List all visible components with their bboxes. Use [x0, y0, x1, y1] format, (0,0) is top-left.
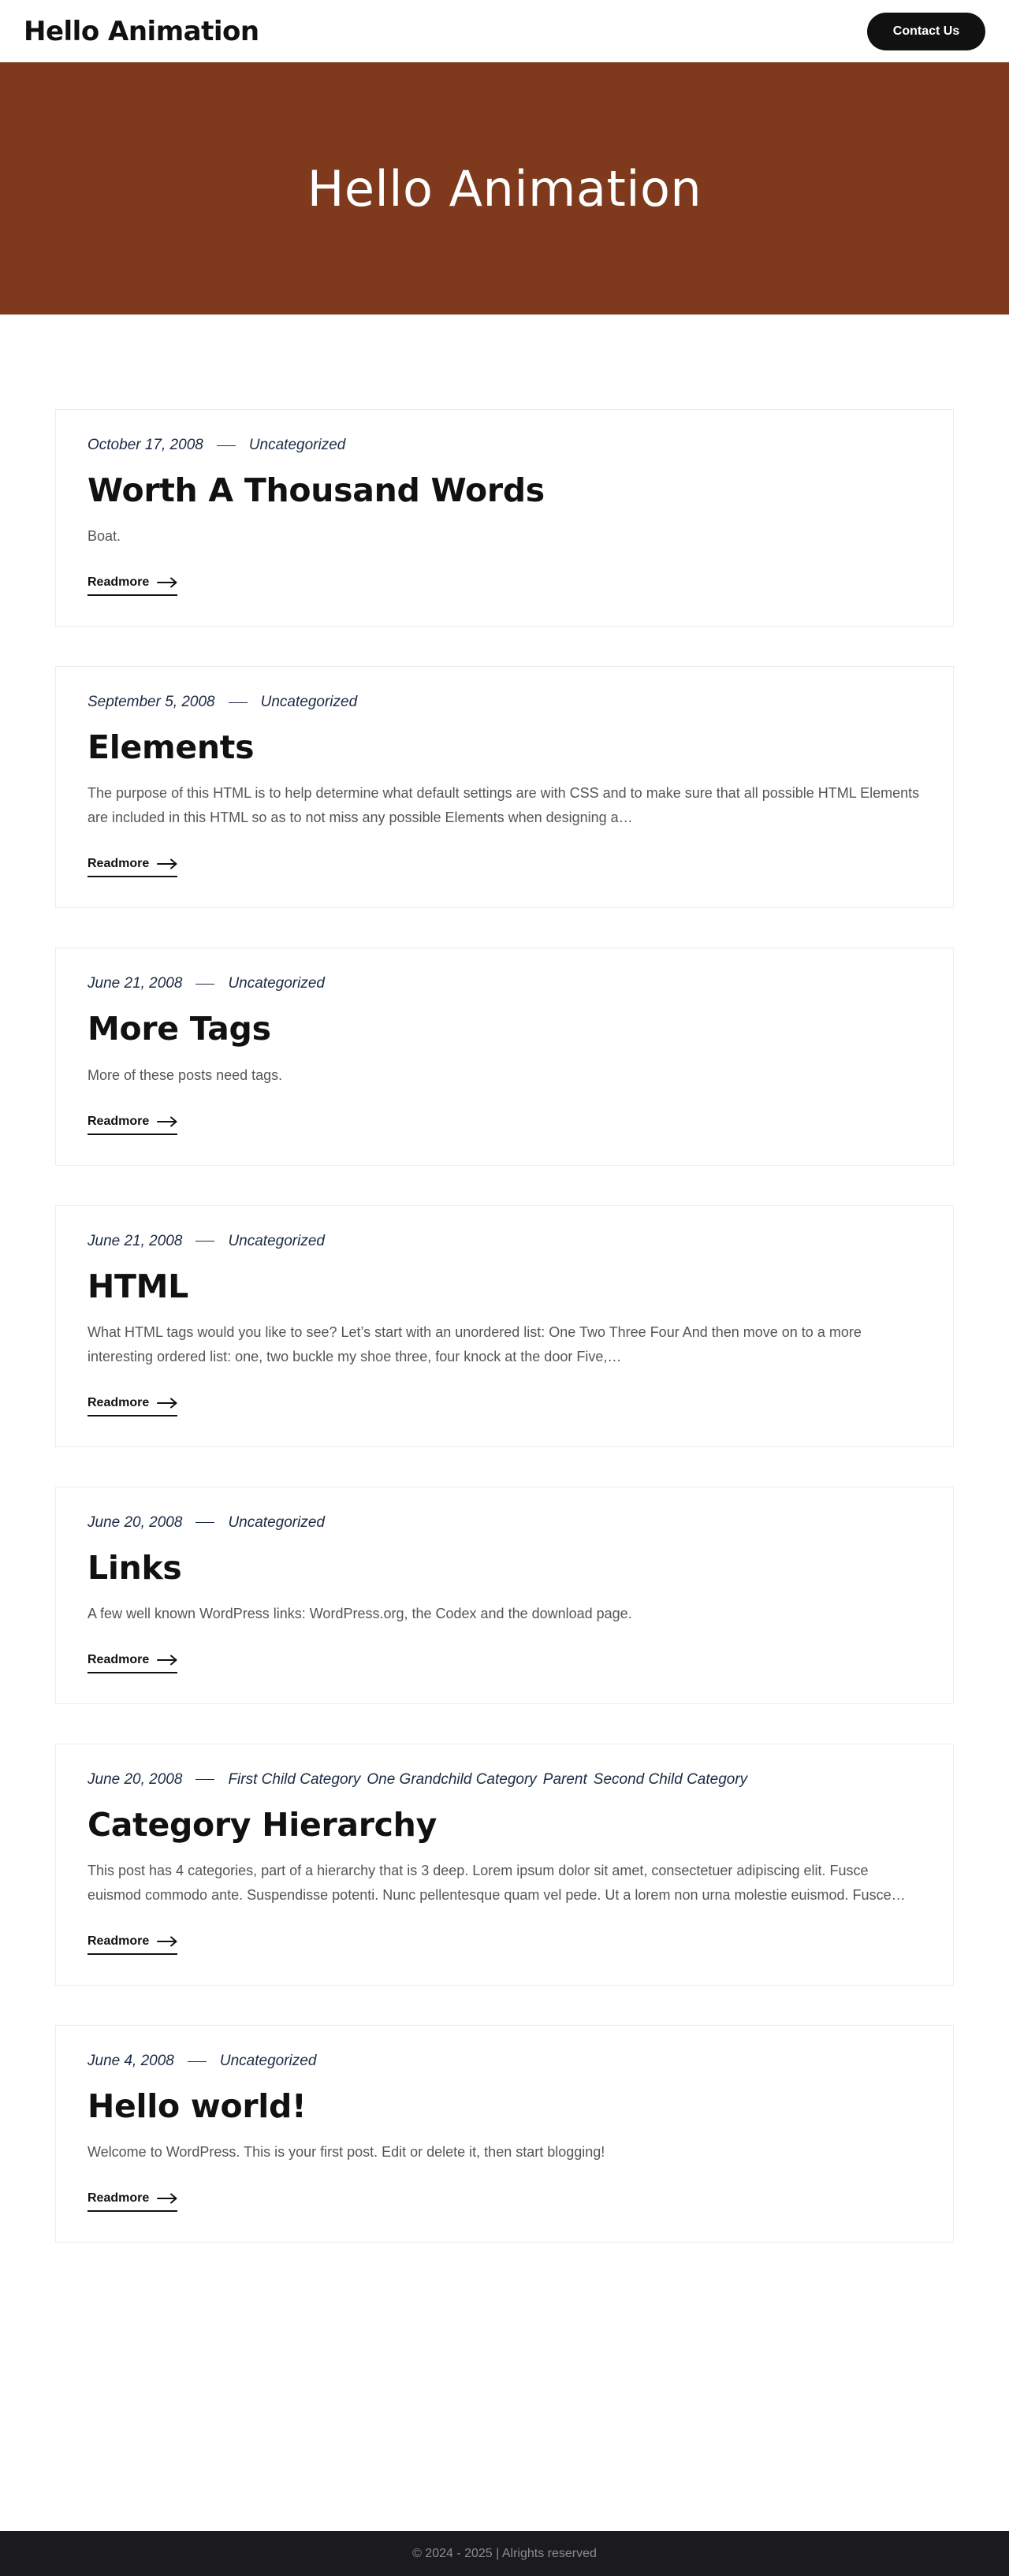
post-card: [55, 1744, 954, 1986]
arrow-right-icon: [157, 1655, 177, 1666]
post-category-link[interactable]: Second Child Category: [593, 1770, 748, 1788]
post-meta: [87, 2053, 922, 2070]
post-title[interactable]: Elements: [87, 728, 255, 767]
readmore-label: Readmore: [87, 575, 150, 590]
post-category-link[interactable]: Uncategorized: [228, 1513, 325, 1531]
post-excerpt: More of these posts need tags.: [87, 1067, 283, 1083]
readmore-label: Readmore: [87, 1934, 150, 1949]
readmore-label: Readmore: [87, 2191, 150, 2206]
post-meta: [87, 1514, 922, 1532]
post-card: [55, 2025, 954, 2243]
post-excerpt: Welcome to WordPress. This is your first post. Edit or delete it, then start blogging!: [87, 2144, 605, 2161]
readmore-label: Readmore: [87, 1114, 150, 1128]
post-meta: [87, 437, 922, 454]
readmore-link[interactable]: [87, 575, 177, 596]
post-excerpt: A few well known WordPress links: WordPress.org, the Codex and the download page.: [87, 1605, 632, 1621]
post-list: [0, 315, 1009, 2243]
post-excerpt: This post has 4 categories, part of a hierarchy that is 3 deep. Lorem ipsum dolor sit amet, consectetuer adipiscing elit. Fusce euismod commodo ante. Suspendisse potenti. Nunc pellentesque quam vel pede. Ut a lorem non urna molestie euismod. Fusce…: [87, 1863, 906, 1904]
post-meta: [87, 1233, 922, 1250]
post-category-link[interactable]: Parent: [542, 1770, 587, 1788]
arrow-right-icon: [157, 858, 177, 869]
arrow-right-icon: [157, 1398, 177, 1409]
readmore-link[interactable]: [87, 1653, 177, 1673]
readmore-link[interactable]: [87, 1396, 177, 1416]
post-card: [55, 666, 954, 908]
post-excerpt: What HTML tags would you like to see? Let’s start with an unordered list: One Two Three Four And then move on to a more interesting ordered list: one, two buckle my shoe three, four knock at the door Five,…: [87, 1323, 862, 1364]
site-title[interactable]: Hello Animation: [24, 15, 259, 47]
meta-separator: [217, 445, 236, 446]
meta-separator: [188, 2061, 207, 2062]
arrow-right-icon: [157, 1936, 177, 1947]
meta-separator: [195, 1779, 214, 1780]
post-title[interactable]: More Tags: [87, 1010, 271, 1048]
site-header: [0, 0, 1009, 62]
post-meta: [87, 975, 922, 992]
readmore-link[interactable]: [87, 857, 177, 877]
post-date[interactable]: June 21, 2008: [87, 1232, 183, 1249]
post-excerpt: Boat.: [87, 528, 121, 545]
post-date[interactable]: June 20, 2008: [87, 1513, 183, 1531]
post-date[interactable]: June 4, 2008: [87, 2053, 174, 2070]
post-category-link[interactable]: First Child Category: [228, 1770, 361, 1788]
post-category-link[interactable]: Uncategorized: [260, 694, 358, 711]
post-card: [55, 947, 954, 1165]
meta-separator: [229, 702, 248, 703]
readmore-label: Readmore: [87, 857, 150, 871]
readmore-link[interactable]: [87, 2191, 177, 2212]
hero-banner: [0, 62, 1009, 315]
post-category-link[interactable]: Uncategorized: [248, 437, 346, 453]
contact-us-button[interactable]: Contact Us: [867, 13, 985, 50]
post-date[interactable]: June 20, 2008: [87, 1770, 183, 1788]
post-category-link[interactable]: One Grandchild Category: [367, 1770, 537, 1788]
post-date[interactable]: June 21, 2008: [87, 975, 183, 992]
post-date[interactable]: October 17, 2008: [87, 437, 203, 453]
post-card: [55, 1205, 954, 1447]
copyright-text: © 2024 - 2025 | Alrights reserved: [412, 2546, 597, 2560]
post-excerpt: The purpose of this HTML is to help determine what default settings are with CSS and to make sure that all possible HTML Elements are included in this HTML so as to not miss any possible Elements when designing a…: [87, 785, 920, 826]
readmore-link[interactable]: [87, 1934, 177, 1955]
post-title[interactable]: Category Hierarchy: [87, 1805, 437, 1844]
readmore-label: Readmore: [87, 1652, 150, 1666]
site-footer: [0, 2531, 1009, 2576]
post-card: [55, 1487, 954, 1704]
post-card: [55, 409, 954, 627]
readmore-link[interactable]: [87, 1115, 177, 1135]
meta-separator: [195, 1522, 214, 1523]
post-category-link[interactable]: Uncategorized: [219, 2053, 317, 2070]
meta-separator: [195, 984, 214, 985]
post-title[interactable]: Worth A Thousand Words: [87, 471, 545, 509]
post-meta: [87, 1771, 922, 1789]
post-title[interactable]: Hello world!: [87, 2087, 307, 2126]
arrow-right-icon: [157, 2193, 177, 2204]
readmore-label: Readmore: [87, 1395, 150, 1409]
post-category-link[interactable]: Uncategorized: [228, 975, 325, 992]
post-title[interactable]: Links: [87, 1548, 182, 1587]
post-category-link[interactable]: Uncategorized: [228, 1232, 325, 1249]
post-meta: [87, 694, 922, 711]
arrow-right-icon: [157, 1116, 177, 1127]
post-date[interactable]: September 5, 2008: [87, 694, 215, 711]
hero-title: Hello Animation: [307, 159, 702, 218]
post-title[interactable]: HTML: [87, 1267, 189, 1305]
arrow-right-icon: [157, 577, 177, 588]
